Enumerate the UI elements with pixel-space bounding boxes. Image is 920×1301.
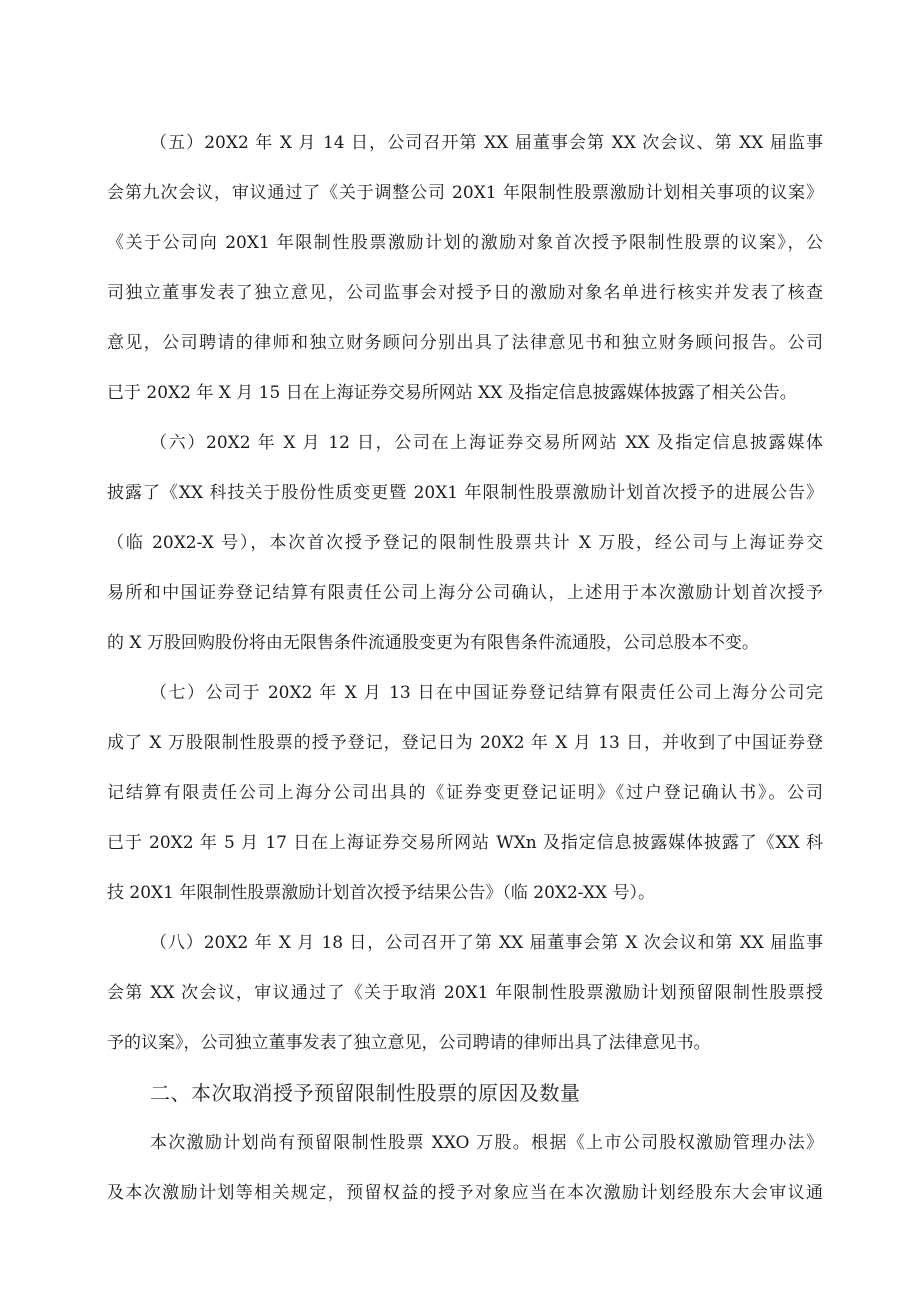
paragraph-line: 已于 20X2 年 X 月 15 日在上海证券交易所网站 XX 及指定信息披露媒体披露了相关公告。	[107, 383, 797, 403]
paragraph-line: 披露了《XX 科技关于股份性质变更暨 20X1 年限制性股票激励计划首次授予的进展公告》	[107, 483, 823, 503]
paragraph-line: 本次激励计划尚有预留限制性股票 XXO 万股。根据《上市公司股权激励管理办法》	[150, 1133, 823, 1153]
paragraph-line: 记结算有限责任公司上海分公司出具的《证券变更登记证明》《过户登记确认书》。公司	[107, 783, 823, 803]
paragraph-line: 《关于公司向 20X1 年限制性股票激励计划的激励对象首次授予限制性股票的议案》，公	[107, 233, 823, 253]
paragraph-line: 意见，公司聘请的律师和独立财务顾问分别出具了法律意见书和独立财务顾问报告。公司	[107, 333, 823, 353]
paragraph-line: （六）20X2 年 X 月 12 日，公司在上海证券交易所网站 XX 及指定信息披露媒体	[150, 433, 823, 453]
paragraph-line: （五）20X2 年 X 月 14 日，公司召开第 XX 届董事会第 XX 次会议、第 XX 届监事	[150, 133, 823, 153]
paragraph-line: （临 20X2-X 号），本次首次授予登记的限制性股票共计 X 万股，经公司与上海证券交	[107, 533, 823, 553]
paragraph-line: 会第 XX 次会议，审议通过了《关于取消 20X1 年限制性股票激励计划预留限制性股票授	[107, 983, 823, 1003]
paragraph-line: 的 X 万股回购股份将由无限售条件流通股变更为有限售条件流通股，公司总股本不变。	[107, 633, 759, 653]
section-heading: 二、本次取消授予预留限制性股票的原因及数量	[150, 1081, 581, 1105]
paragraph-line: 司独立董事发表了独立意见，公司监事会对授予日的激励对象名单进行核实并发表了核查	[107, 283, 823, 303]
paragraph-line: （七）公司于 20X2 年 X 月 13 日在中国证券登记结算有限责任公司上海分公司完	[150, 683, 823, 703]
paragraph-line: 成了 X 万股限制性股票的授予登记，登记日为 20X2 年 X 月 13 日，并收到了中国证券登	[107, 733, 823, 753]
paragraph-line: 易所和中国证券登记结算有限责任公司上海分公司确认，上述用于本次激励计划首次授予	[107, 583, 823, 603]
paragraph-line: 已于 20X2 年 5 月 17 日在上海证券交易所网站 WXn 及指定信息披露媒体披露了《XX 科	[107, 833, 823, 853]
paragraph-line: （八）20X2 年 X 月 18 日，公司召开了第 XX 届董事会第 X 次会议和第 XX 届监事	[150, 933, 823, 953]
paragraph-line: 予的议案》，公司独立董事发表了独立意见，公司聘请的律师出具了法律意见书。	[107, 1033, 711, 1053]
paragraph-line: 会第九次会议，审议通过了《关于调整公司 20X1 年限制性股票激励计划相关事项的议案》	[107, 183, 823, 203]
paragraph-line: 及本次激励计划等相关规定，预留权益的授予对象应当在本次激励计划经股东大会审议通	[107, 1183, 823, 1203]
paragraph-line: 技 20X1 年限制性股票激励计划首次授予结果公告》（临 20X2-XX 号）。	[107, 883, 656, 903]
